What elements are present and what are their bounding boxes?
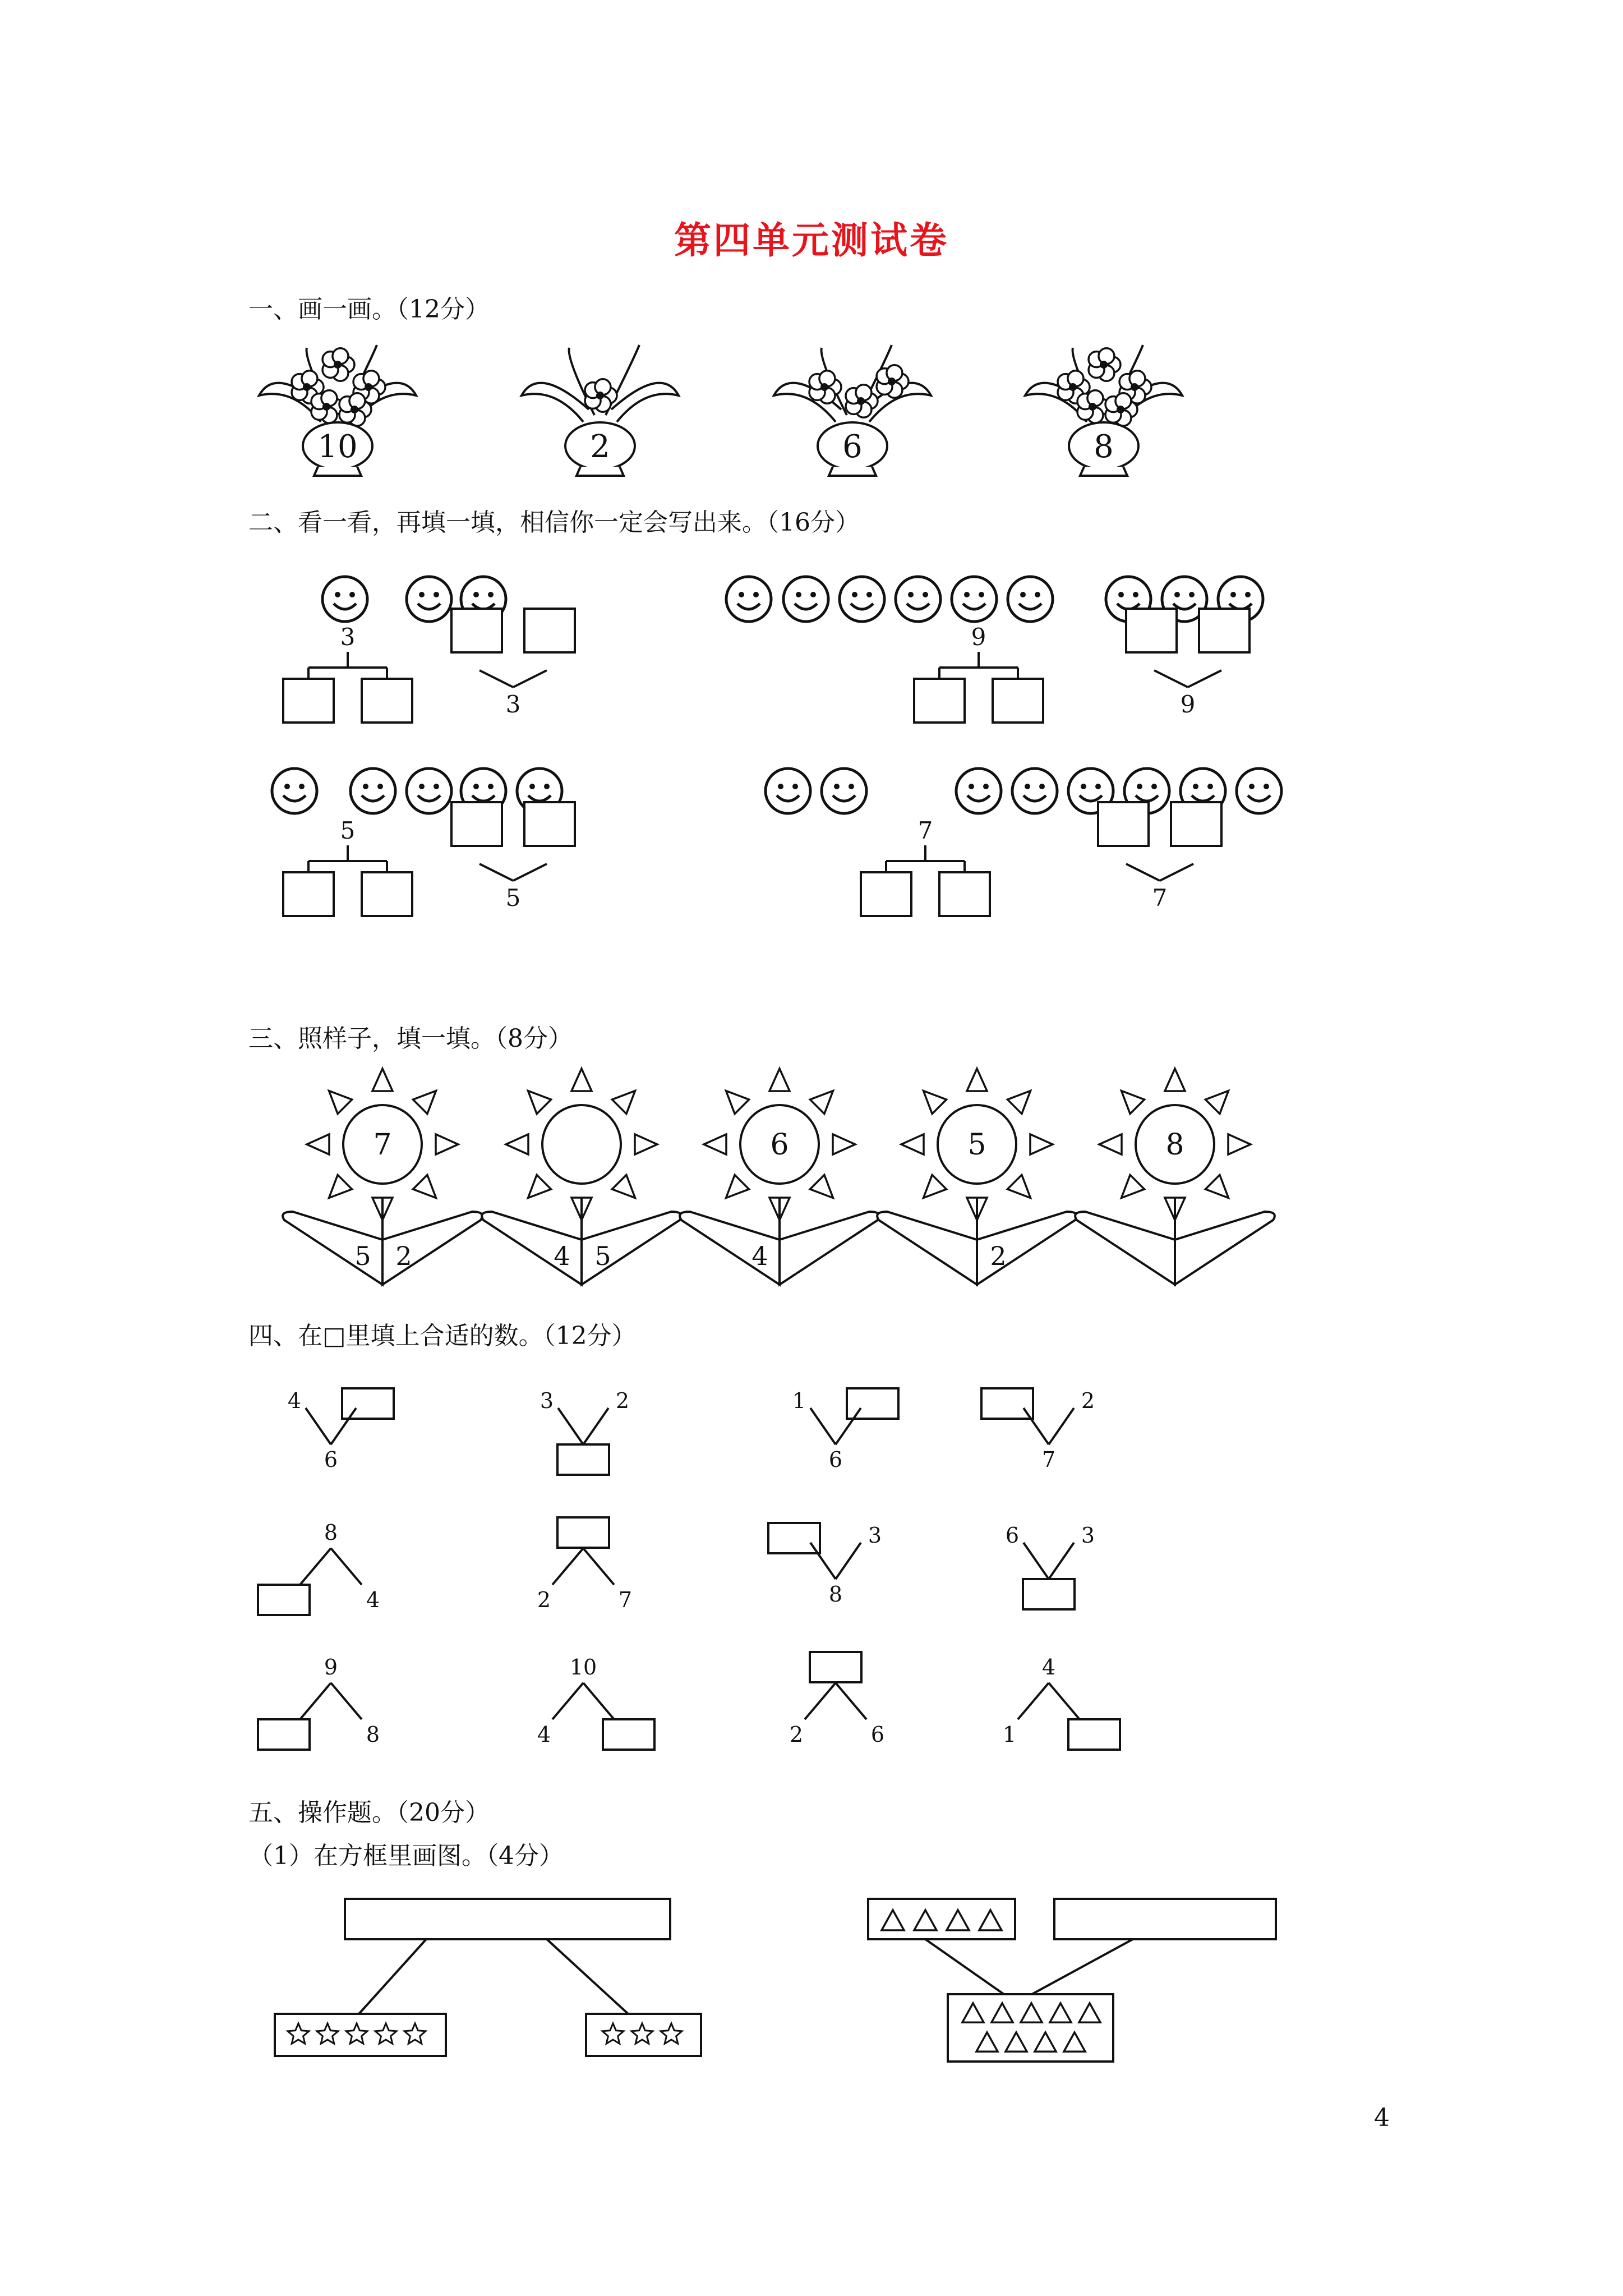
- vase-2: [522, 345, 679, 476]
- leaf-icon: [1175, 1212, 1275, 1285]
- part-right: 2: [1081, 1388, 1095, 1413]
- sun-ray-icon: [528, 1175, 551, 1198]
- leaf-left-number: 4: [554, 1241, 570, 1271]
- branch-line: [552, 1683, 583, 1719]
- operation-left: [275, 1899, 701, 2056]
- leaf-icon: [1075, 1212, 1175, 1285]
- decomp-item-11: [790, 1652, 884, 1747]
- connector-line: [1032, 1939, 1133, 1994]
- decomp-item-12: [1003, 1655, 1120, 1750]
- smiley-icon: [840, 577, 884, 622]
- answer-box: [810, 1652, 861, 1682]
- answer-box: [451, 609, 502, 652]
- merge-total: 5: [505, 884, 521, 912]
- answer-box: [362, 679, 412, 723]
- answer-box: [342, 1388, 394, 1419]
- sun-ray-icon: [833, 1134, 855, 1154]
- sun-ray-icon: [506, 1134, 528, 1154]
- smiley-icon: [896, 577, 940, 622]
- answer-box: [362, 872, 412, 916]
- answer-box: [451, 802, 502, 846]
- part-right: 3: [1081, 1523, 1095, 1548]
- merge-total: 3: [505, 691, 521, 718]
- smiley-icon: [956, 769, 1001, 813]
- connector-line: [547, 1939, 628, 2014]
- flower-icon: [585, 379, 617, 412]
- answer-box: [861, 872, 911, 916]
- branch-line: [583, 1683, 614, 1719]
- sun-ray-icon: [612, 1091, 635, 1114]
- sun-number: 8: [1165, 1128, 1184, 1162]
- sun-number: 7: [373, 1128, 392, 1162]
- answer-box: [258, 1719, 310, 1750]
- answer-box: [981, 1388, 1033, 1419]
- flower-icon: [322, 348, 354, 381]
- branch-line: [1049, 1543, 1074, 1579]
- flower-icon: [846, 385, 878, 417]
- part-left: 4: [287, 1388, 302, 1413]
- sun-ray-icon: [1007, 1091, 1030, 1114]
- merge-line: [1154, 670, 1188, 687]
- connector-line: [925, 1939, 1004, 1994]
- vase-1: [259, 345, 416, 476]
- sun-flower-3: [680, 1069, 879, 1285]
- merge-line: [1188, 670, 1221, 687]
- decomp-item-4: [981, 1388, 1095, 1472]
- smiley-icon: [726, 577, 771, 622]
- answer-box: [768, 1523, 820, 1553]
- part-left: 3: [540, 1388, 554, 1413]
- vase-base-icon: [577, 467, 624, 476]
- sun-ray-icon: [1099, 1134, 1122, 1154]
- answer-box: [524, 802, 575, 846]
- sun-number: 6: [770, 1128, 789, 1162]
- merge-line: [479, 864, 513, 881]
- flower-icon: [809, 371, 841, 403]
- vase-number: 2: [590, 429, 610, 465]
- answer-box: [1023, 1579, 1075, 1609]
- total-number: 7: [1041, 1447, 1056, 1472]
- decomp-item-8: [1006, 1523, 1095, 1609]
- sun-ray-icon: [1030, 1134, 1053, 1154]
- part-right: 4: [366, 1588, 380, 1612]
- page-number: 4: [1374, 2104, 1390, 2132]
- split-total: 7: [917, 817, 933, 844]
- smiley-icon: [351, 769, 395, 813]
- merge-total: 9: [1180, 691, 1196, 718]
- total-number: 8: [324, 1520, 338, 1545]
- flower-icon: [311, 390, 343, 423]
- branch-line: [306, 1408, 331, 1444]
- answer-box: [258, 1585, 310, 1615]
- total-number: 9: [324, 1655, 338, 1680]
- decomp-item-3: [792, 1388, 898, 1472]
- merge-line: [479, 670, 513, 687]
- branch-line: [1049, 1408, 1074, 1444]
- answer-box: [283, 872, 334, 916]
- smiley-icon: [407, 769, 451, 813]
- branch-line: [558, 1408, 583, 1444]
- sun-ray-icon: [924, 1175, 947, 1198]
- smiley-group-1: [283, 577, 575, 723]
- sun-ray-icon: [1165, 1069, 1185, 1091]
- flower-icon: [877, 365, 909, 398]
- smiley-icon: [766, 769, 810, 813]
- vase-number: 8: [1094, 429, 1114, 465]
- part-left: 2: [789, 1722, 804, 1747]
- sun-number: 5: [967, 1128, 986, 1162]
- decomp-item-10: [537, 1655, 654, 1750]
- vase-number: 10: [317, 429, 358, 465]
- sun-ray-icon: [810, 1091, 833, 1114]
- sun-ray-icon: [528, 1091, 551, 1114]
- sun-ray-icon: [635, 1134, 657, 1154]
- leaf-right-number: 2: [990, 1241, 1007, 1271]
- sun-ray-icon: [769, 1069, 790, 1091]
- answer-box: [847, 1388, 898, 1419]
- sun-flower-5: [1075, 1069, 1275, 1285]
- branch-line: [810, 1408, 836, 1444]
- split-total: 9: [971, 623, 986, 651]
- split-total: 3: [340, 623, 356, 651]
- smiley-group-3: [272, 769, 575, 916]
- leaf-right-number: 2: [395, 1241, 412, 1271]
- part-right: 7: [618, 1588, 633, 1612]
- answer-box: [345, 1899, 670, 1939]
- section-1-heading: 一、画一画。（12分）: [248, 295, 490, 324]
- smiley-icon: [1012, 769, 1057, 813]
- total-number: 6: [828, 1447, 843, 1472]
- sun-ray-icon: [1228, 1134, 1251, 1154]
- decomp-item-9: [258, 1655, 380, 1750]
- answer-box: [993, 679, 1043, 723]
- sun-ray-icon: [413, 1175, 436, 1198]
- part-right: 6: [870, 1722, 885, 1747]
- leaf-right-number: 5: [594, 1241, 611, 1271]
- sun-ray-icon: [571, 1069, 592, 1091]
- sun-ray-icon: [924, 1091, 947, 1114]
- merge-line: [513, 670, 547, 687]
- sun-ray-icon: [612, 1175, 635, 1198]
- total-number: 8: [828, 1582, 843, 1607]
- branch-line: [1023, 1408, 1049, 1444]
- part-left: 2: [537, 1588, 551, 1612]
- part-left: 1: [1002, 1722, 1017, 1747]
- total-number: 10: [569, 1655, 597, 1680]
- sun-flower-4: [877, 1069, 1077, 1285]
- smiley-icon: [322, 577, 367, 622]
- answer-box: [603, 1719, 654, 1750]
- branch-line: [583, 1548, 614, 1585]
- smiley-icon: [783, 577, 828, 622]
- part-right: 3: [868, 1523, 882, 1548]
- merge-line: [1126, 864, 1160, 881]
- branch-line: [1049, 1683, 1080, 1719]
- sun-ray-icon: [436, 1134, 458, 1154]
- sun-ray-icon: [329, 1091, 352, 1114]
- branch-line: [331, 1548, 362, 1585]
- section-4-heading: 四、在□里填上合适的数。（12分）: [248, 1322, 637, 1350]
- operation-right: [868, 1899, 1276, 2062]
- vase-base-icon: [1080, 467, 1127, 476]
- vase-4: [1025, 345, 1182, 476]
- leaf-icon: [877, 1212, 977, 1285]
- smiley-icon: [952, 577, 997, 622]
- branch-line: [1023, 1543, 1049, 1579]
- leaf-icon: [780, 1212, 879, 1285]
- section-5-sub-heading: （1）在方框里画图。（4分）: [248, 1842, 564, 1870]
- part-right: 2: [615, 1388, 630, 1413]
- sun-ray-icon: [1205, 1091, 1228, 1114]
- branch-line: [1018, 1683, 1049, 1719]
- part-left: 1: [792, 1388, 806, 1413]
- sun-ray-icon: [901, 1134, 924, 1154]
- branch-line: [331, 1683, 362, 1719]
- branch-line: [300, 1548, 331, 1585]
- sun-ray-icon: [726, 1175, 749, 1198]
- sun-ray-icon: [329, 1175, 352, 1198]
- split-total: 5: [340, 817, 356, 844]
- decomp-item-1: [288, 1388, 394, 1472]
- flower-icon: [1089, 348, 1121, 381]
- branch-line: [836, 1683, 866, 1719]
- sun-ray-icon: [967, 1069, 987, 1091]
- section-3-heading: 三、照样子，填一填。（8分）: [248, 1024, 573, 1053]
- branch-line: [805, 1683, 836, 1719]
- sun-ray-icon: [1007, 1175, 1030, 1198]
- answer-box: [914, 679, 965, 723]
- branch-line: [583, 1408, 608, 1444]
- sun-ray-icon: [1205, 1175, 1228, 1198]
- leaf-icon: [522, 383, 589, 422]
- sun-ray-icon: [726, 1091, 749, 1114]
- vase-base-icon: [829, 467, 876, 476]
- smiley-group-4: [766, 769, 1281, 916]
- sun-flower-2: [482, 1069, 681, 1285]
- vase-base-icon: [314, 467, 361, 476]
- branch-line: [552, 1548, 583, 1585]
- decomp-item-5: [258, 1520, 380, 1615]
- smiley-icon: [407, 577, 451, 622]
- smiley-icon: [1237, 769, 1281, 813]
- sun-flower-1: [283, 1069, 482, 1285]
- decomp-item-2: [540, 1388, 629, 1475]
- answer-box: [939, 872, 990, 916]
- answer-box: [1098, 802, 1149, 846]
- total-number: 4: [1041, 1655, 1056, 1680]
- total-number: 6: [324, 1447, 338, 1472]
- branch-line: [810, 1543, 836, 1579]
- merge-total: 7: [1152, 884, 1168, 912]
- answer-box: [557, 1517, 609, 1548]
- leaf-left-number: 5: [354, 1241, 371, 1271]
- answer-box: [1068, 1719, 1120, 1750]
- answer-box: [1199, 609, 1249, 652]
- sun-ray-icon: [413, 1091, 436, 1114]
- sun-ray-icon: [1122, 1175, 1145, 1198]
- section-5-heading: 五、操作题。（20分）: [248, 1798, 490, 1827]
- sun-ray-icon: [307, 1134, 329, 1154]
- answer-box: [1054, 1899, 1276, 1939]
- sun-ray-icon: [704, 1134, 726, 1154]
- flower-icon: [1077, 390, 1109, 423]
- decomp-item-6: [537, 1517, 632, 1612]
- leaf-icon: [611, 383, 679, 422]
- decomp-item-7: [768, 1523, 882, 1607]
- page-title: 第四单元测试卷: [674, 218, 949, 262]
- sun-ray-icon: [1122, 1091, 1145, 1114]
- part-left: 6: [1005, 1523, 1020, 1548]
- smiley-icon: [822, 769, 866, 813]
- answer-box: [283, 679, 334, 723]
- smiley-icon: [1008, 577, 1053, 622]
- part-right: 8: [366, 1722, 380, 1747]
- branch-line: [300, 1683, 331, 1719]
- answer-box: [1126, 609, 1177, 652]
- branch-line: [836, 1543, 861, 1579]
- vase-3: [774, 345, 931, 476]
- leaf-left-number: 4: [751, 1241, 768, 1271]
- connector-line: [359, 1939, 426, 2014]
- smiley-group-2: [726, 577, 1263, 723]
- answer-box: [524, 609, 575, 652]
- section-2-heading: 二、看一看，再填一填，相信你一定会写出来。（16分）: [248, 508, 860, 537]
- sun-icon: [542, 1105, 621, 1184]
- merge-line: [1160, 864, 1193, 881]
- part-left: 4: [537, 1722, 551, 1747]
- smiley-icon: [272, 769, 317, 813]
- sun-ray-icon: [372, 1069, 393, 1091]
- sun-ray-icon: [810, 1175, 833, 1198]
- merge-line: [513, 864, 547, 881]
- answer-box: [1171, 802, 1221, 846]
- vase-number: 6: [842, 429, 863, 465]
- answer-box: [557, 1444, 609, 1475]
